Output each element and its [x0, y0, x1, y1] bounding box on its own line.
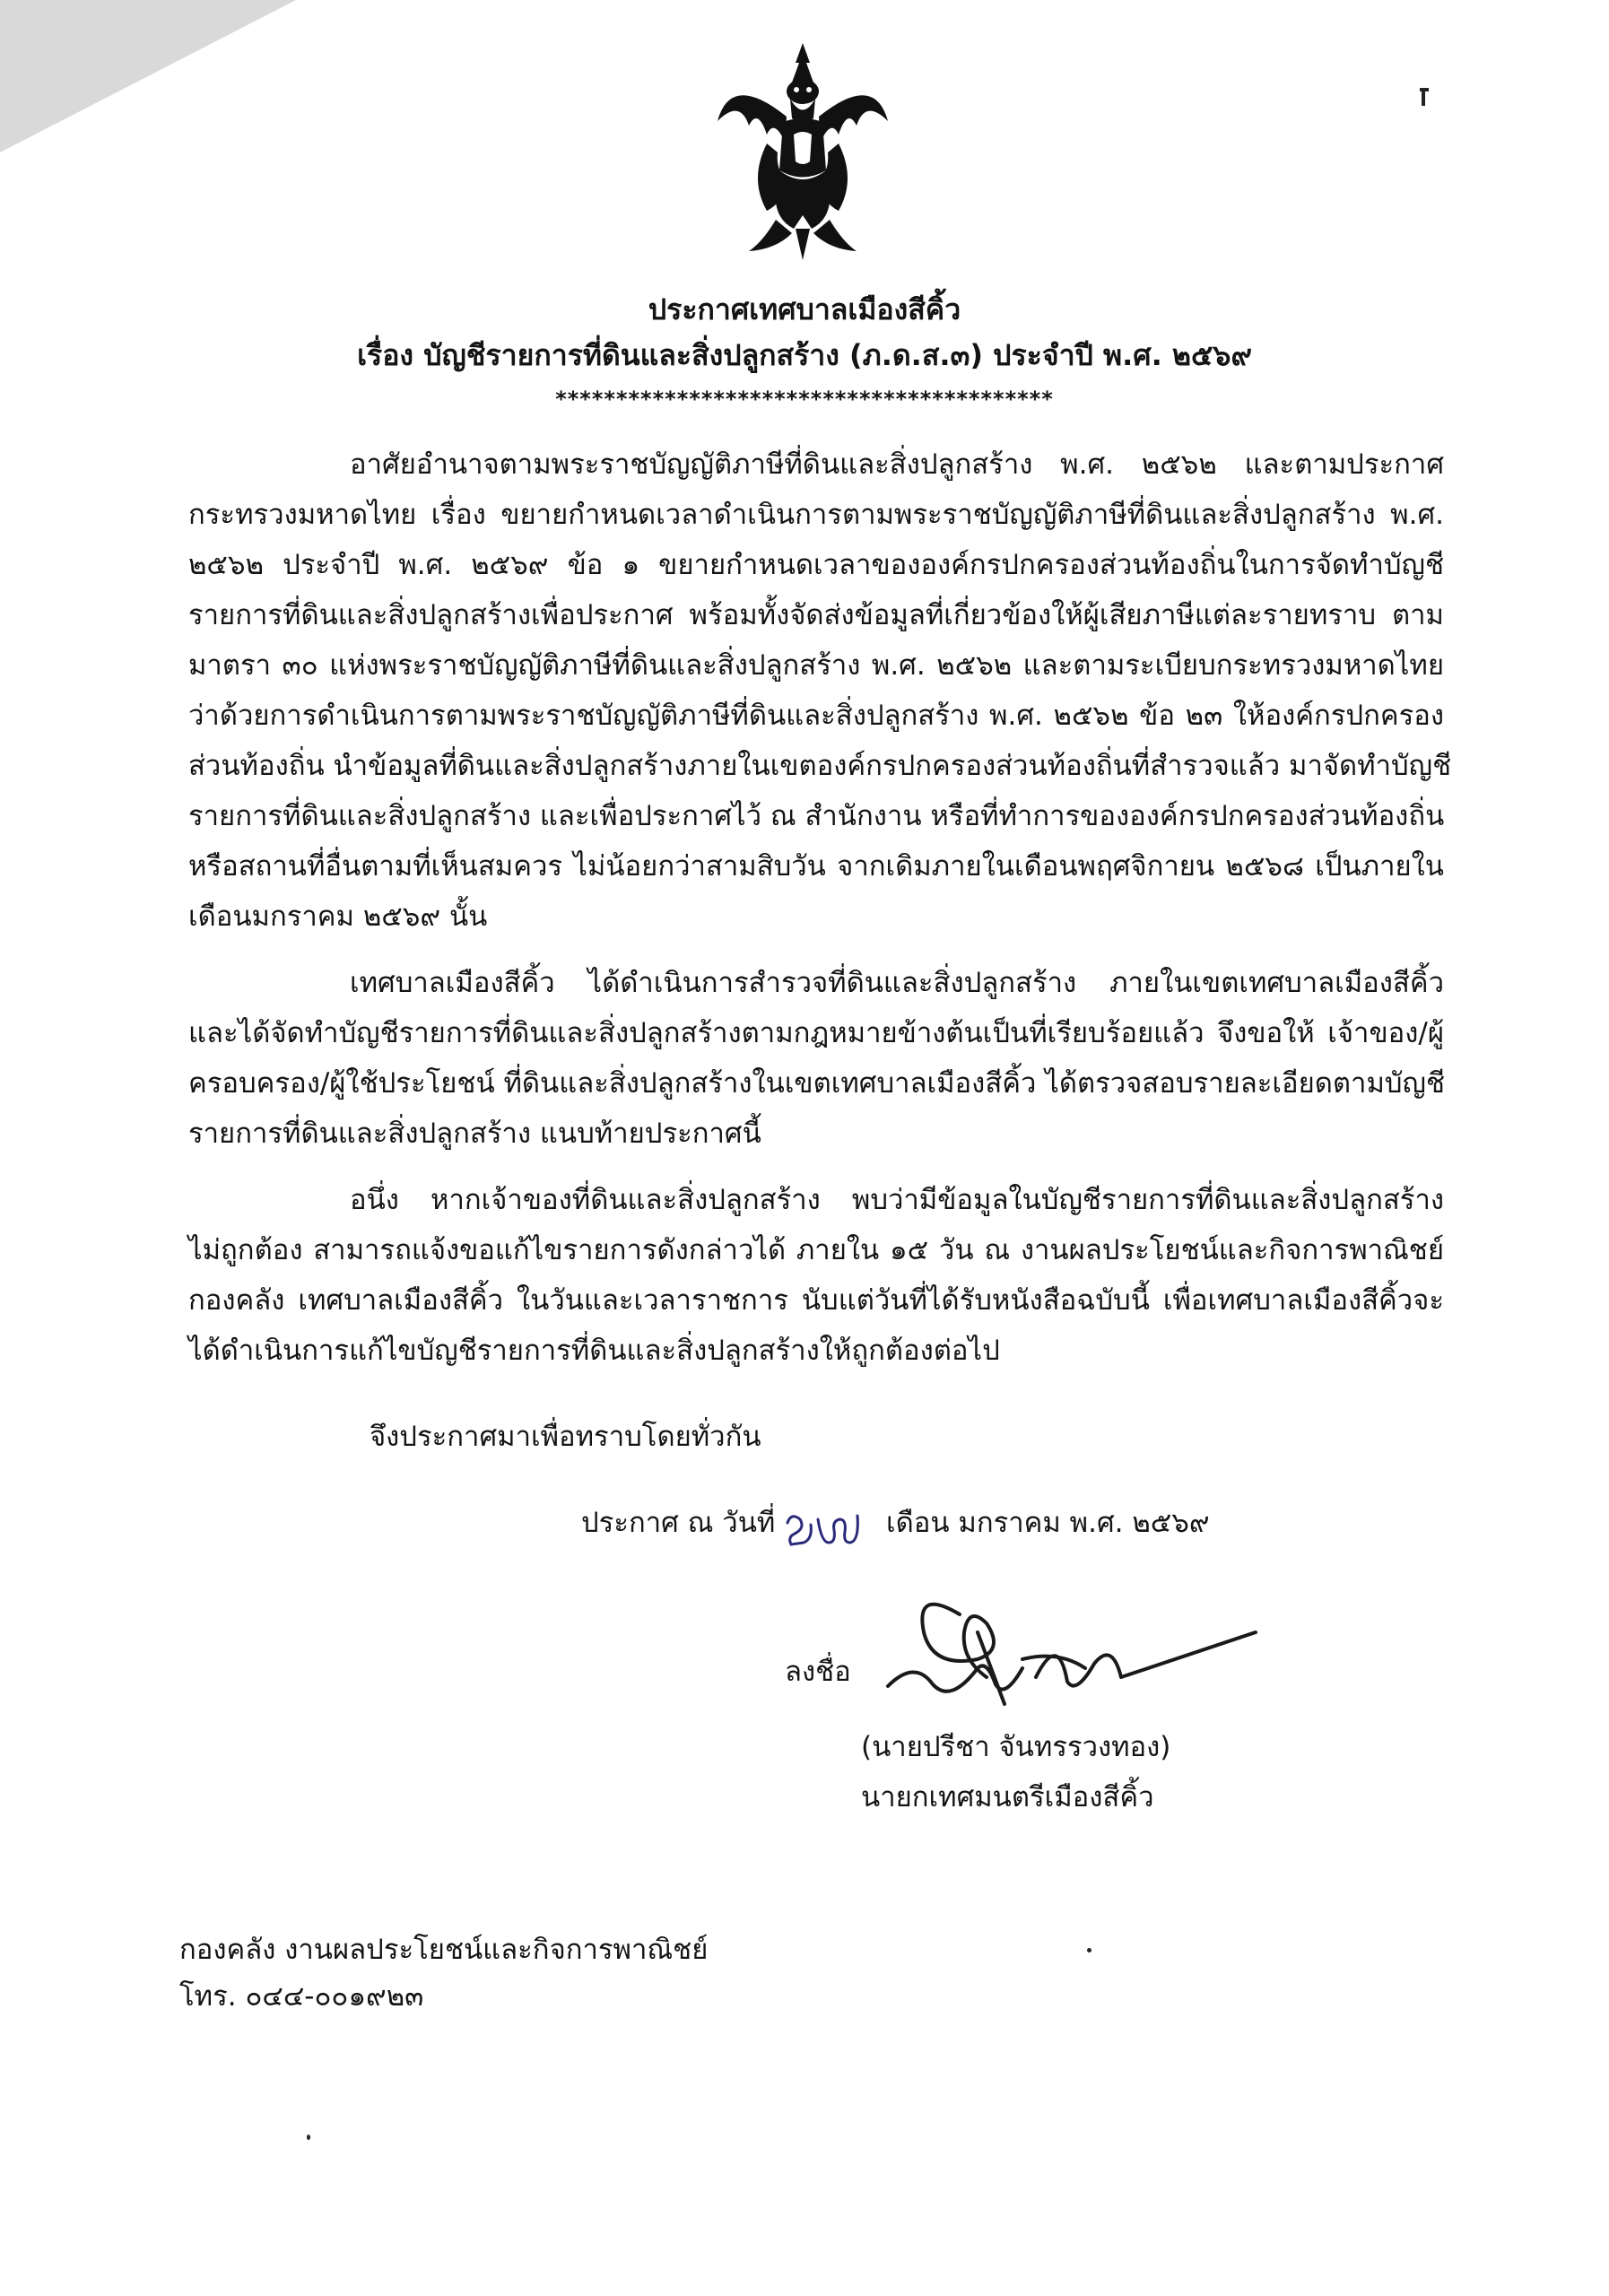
closing-statement: จึงประกาศมาเพื่อทราบโดยทั่วกัน [370, 1421, 761, 1453]
document-title: ประกาศเทศบาลเมืองสีคิ้ว [648, 292, 961, 326]
paragraph1-line: หรือสถานที่อื่นตามที่เห็นสมควร ไม่น้อยกว่าสามสิบวัน จากเดิมภายในเดือนพฤศจิกายน ๒๕๖๘ เป็นภายใน [188, 850, 1444, 883]
paragraph2-line: เทศบาลเมืองสีคิ้ว ได้ดำเนินการสำรวจที่ดินและสิ่งปลูกสร้าง ภายในเขตเทศบาลเมืองสีคิ้ว [350, 967, 1444, 999]
paragraph2-line: รายการที่ดินและสิ่งปลูกสร้าง แนบท้ายประกาศนี้ [188, 1118, 761, 1150]
document-subject: เรื่อง บัญชีรายการที่ดินและสิ่งปลูกสร้าง (ภ.ด.ส.๓) ประจำปี พ.ศ. ๒๕๖๙ [357, 338, 1252, 372]
handwritten-day [782, 1507, 872, 1552]
date-prefix: ประกาศ ณ วันที่ [581, 1507, 776, 1539]
footer-department: กองคลัง งานผลประโยชน์และกิจการพาณิชย์ [179, 1934, 709, 1966]
paragraph1-line: เดือนมกราคม ๒๕๖๙ นั้น [188, 900, 488, 933]
paragraph1-line: ส่วนท้องถิ่น นำข้อมูลที่ดินและสิ่งปลูกสร้างภายในเขตองค์กรปกครองส่วนท้องถิ่นที่สำรวจแล้ว มาจัดทำบัญชี [188, 750, 1452, 782]
scan-speck [1420, 88, 1429, 91]
paragraph3-line: อนึ่ง หากเจ้าของที่ดินและสิ่งปลูกสร้าง พบว่ามีข้อมูลในบัญชีรายการที่ดินและสิ่งปลูกสร้าง [350, 1184, 1444, 1216]
sign-label: ลงชื่อ [785, 1656, 851, 1688]
signer-name: (นายปรีชา จันทรรวงทอง) [861, 1731, 1171, 1763]
signer-position: นายกเทศมนตรีเมืองสีคิ้ว [861, 1781, 1154, 1813]
date-suffix: เดือน มกราคม พ.ศ. ๒๕๖๙ [886, 1507, 1210, 1539]
garuda-emblem-icon [713, 36, 892, 265]
paragraph2-line: และได้จัดทำบัญชีรายการที่ดินและสิ่งปลูกสร้างตามกฎหมายข้างต้นเป็นที่เรียบร้อยแล้ว จึงขอให้ เจ้าของ/ผู้ [188, 1017, 1444, 1049]
footer-phone: โทร. ๐๔๔-๐๐๑๙๒๓ [179, 1980, 424, 2013]
paragraph1-line: รายการที่ดินและสิ่งปลูกสร้าง และเพื่อประกาศไว้ ณ สำนักงาน หรือที่ทำการขององค์กรปกครองส่วนท้องถิ่น [188, 800, 1445, 832]
paragraph1-line: รายการที่ดินและสิ่งปลูกสร้างเพื่อประกาศ พร้อมทั้งจัดส่งข้อมูลที่เกี่ยวข้องให้ผู้เสียภาษีแต่ละรายทราบ ตาม [188, 599, 1444, 631]
paragraph1-line: กระทรวงมหาดไทย เรื่อง ขยายกำหนดเวลาดำเนินการตามพระราชบัญญัติภาษีที่ดินและสิ่งปลูกสร้าง พ.ศ. [188, 499, 1444, 531]
scan-speck [1422, 90, 1425, 106]
scan-speck [307, 2135, 310, 2140]
scan-speck [1087, 1948, 1092, 1952]
paragraph2-line: ครอบครอง/ผู้ใช้ประโยชน์ ที่ดินและสิ่งปลูกสร้างในเขตเทศบาลเมืองสีคิ้ว ได้ตรวจสอบรายละเอียดตามบัญชี [188, 1067, 1446, 1100]
paragraph3-line: ไม่ถูกต้อง สามารถแจ้งขอแก้ไขรายการดังกล่าวได้ ภายใน ๑๕ วัน ณ งานผลประโยชน์และกิจการพาณิชย์ [188, 1234, 1444, 1266]
scan-shadow [0, 0, 296, 152]
paragraph3-line: กองคลัง เทศบาลเมืองสีคิ้ว ในวันและเวลาราชการ นับแต่วันที่ได้รับหนังสือฉบับนี้ เพื่อเทศบาลเมืองสีคิ้วจะ [188, 1284, 1444, 1317]
paragraph1-line: ว่าด้วยการดำเนินการตามพระราชบัญญัติภาษีที่ดินและสิ่งปลูกสร้าง พ.ศ. ๒๕๖๒ ข้อ ๒๓ ให้องค์กรปกครอง [188, 700, 1444, 732]
separator-line: ***************************************** [555, 387, 1054, 412]
paragraph3-line: ได้ดำเนินการแก้ไขบัญชีรายการที่ดินและสิ่งปลูกสร้างให้ถูกต้องต่อไป [188, 1335, 1000, 1367]
paragraph1-line: มาตรา ๓๐ แห่งพระราชบัญญัติภาษีที่ดินและสิ่งปลูกสร้าง พ.ศ. ๒๕๖๒ และตามระเบียบกระทรวงมหาดไทย [188, 649, 1444, 682]
signature-image [879, 1578, 1274, 1713]
paragraph1-line: ๒๕๖๒ ประจำปี พ.ศ. ๒๕๖๙ ข้อ ๑ ขยายกำหนดเวลาขององค์กรปกครองส่วนท้องถิ่นในการจัดทำบัญชี [188, 549, 1444, 581]
paragraph1-line: อาศัยอำนาจตามพระราชบัญญัติภาษีที่ดินและสิ่งปลูกสร้าง พ.ศ. ๒๕๖๒ และตามประกาศ [350, 448, 1444, 481]
